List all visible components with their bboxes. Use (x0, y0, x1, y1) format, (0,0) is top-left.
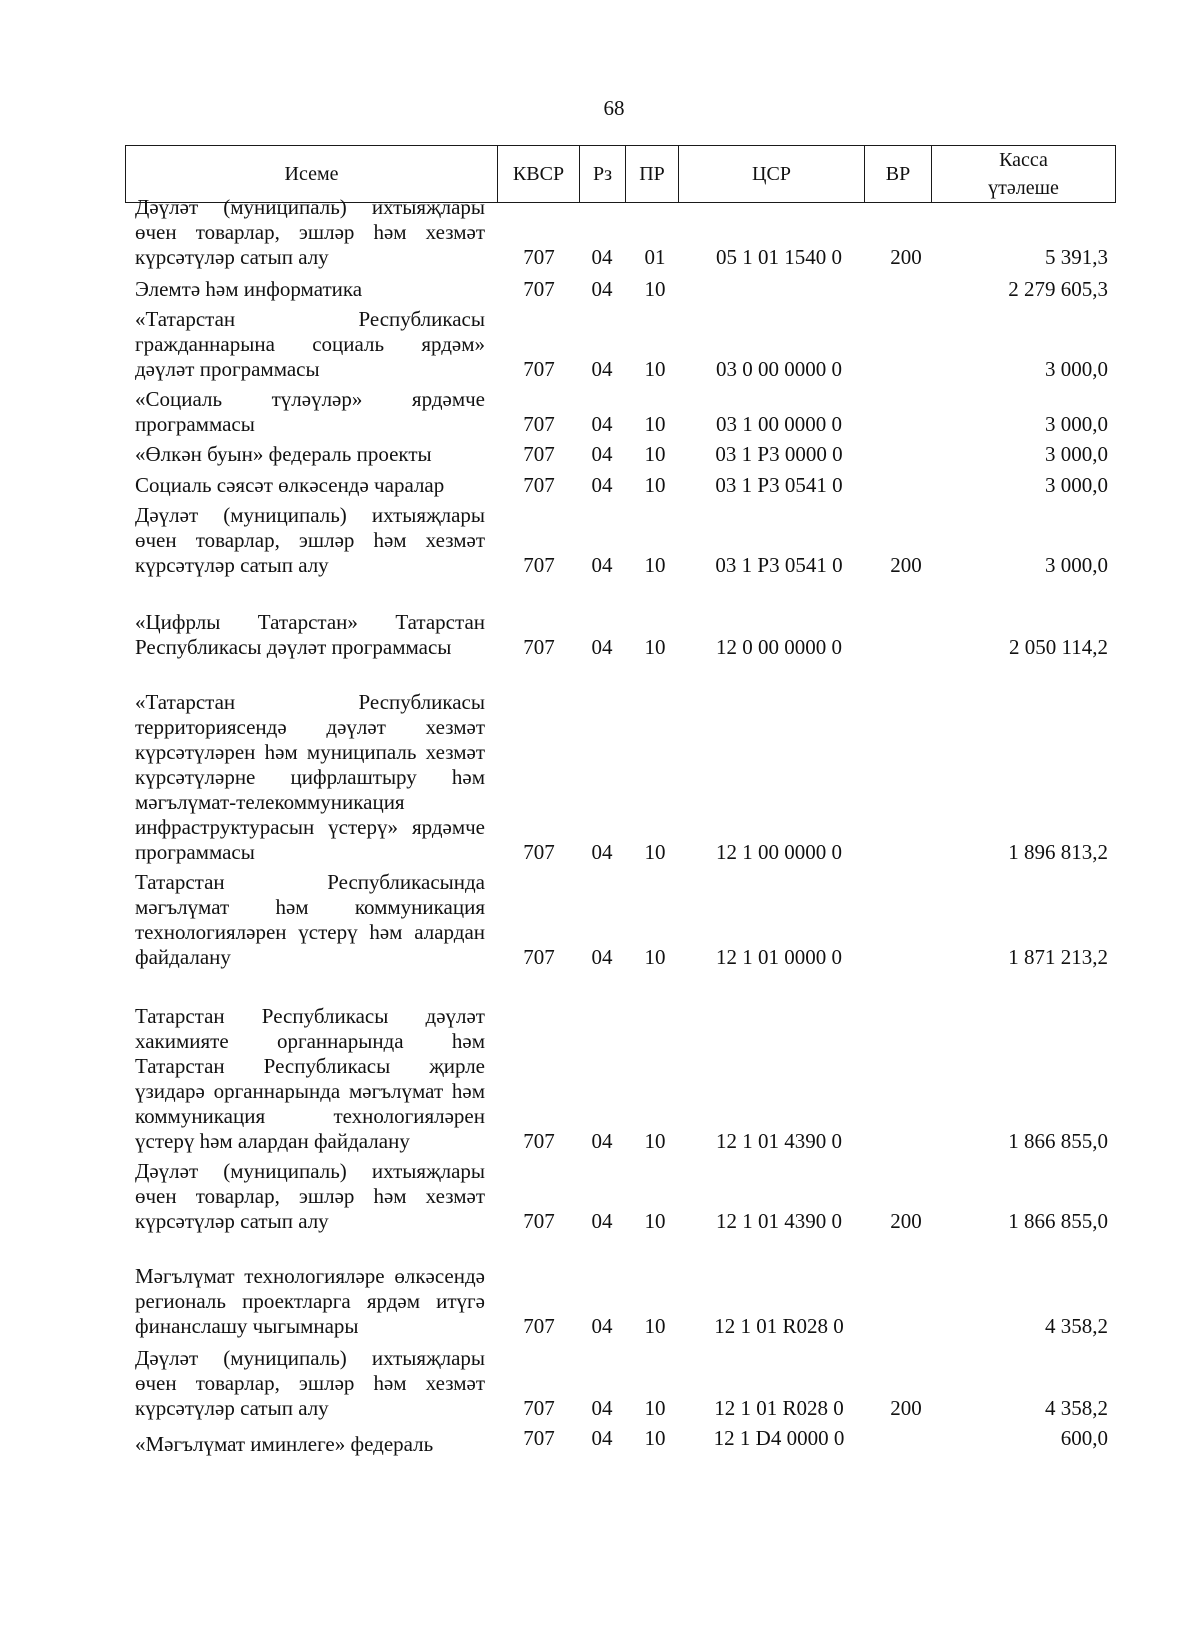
header-pr: ПР (626, 146, 679, 203)
row-kvsr: 707 (523, 412, 555, 436)
row-kvsr: 707 (523, 553, 555, 577)
row-name: Татарстан Республикасында мәгълүмат һәм коммуникация технологияләрен үстерү һәм алардан файдалану (135, 870, 485, 969)
row-csr: 12 0 00 0000 0 (716, 635, 842, 659)
row-amount: 4 358,2 (1045, 1314, 1108, 1338)
row-pr: 10 (644, 1396, 666, 1420)
row-rz: 04 (591, 1314, 613, 1338)
row-csr: 12 1 01 4390 0 (716, 1129, 842, 1153)
row-rz: 04 (591, 1209, 613, 1233)
row-rz: 04 (591, 245, 613, 269)
row-name: Социаль сәясәт өлкәсендә чаралар (135, 473, 445, 497)
row-amount: 3 000,0 (1045, 357, 1108, 381)
row-amount: 4 358,2 (1045, 1396, 1108, 1420)
row-rz: 04 (591, 442, 613, 466)
row-pr: 10 (644, 357, 666, 381)
row-kvsr: 707 (523, 277, 555, 301)
table-row (0, 868, 1200, 970)
row-rz: 04 (591, 1396, 613, 1420)
row-name: «Өлкән буын» федераль проекты (135, 442, 432, 466)
row-amount: 1 866 855,0 (1008, 1129, 1108, 1153)
row-pr: 10 (644, 412, 666, 436)
row-pr: 10 (644, 442, 666, 466)
page-number: 68 (603, 96, 625, 120)
row-amount: 2 050 114,2 (1009, 635, 1108, 659)
row-kvsr: 707 (523, 473, 555, 497)
row-pr: 10 (644, 553, 666, 577)
row-kvsr: 707 (523, 1209, 555, 1233)
table-row (0, 306, 1200, 382)
row-pr: 10 (644, 1129, 666, 1153)
row-rz: 04 (591, 553, 613, 577)
row-amount: 3 000,0 (1045, 473, 1108, 497)
row-kvsr: 707 (523, 1396, 555, 1420)
row-kvsr: 707 (523, 1314, 555, 1338)
row-vr: 200 (890, 245, 922, 269)
row-name: Мәгълүмат технологияләре өлкәсендә региональ проектларга ярдәм итүгә финанслашу чыгымнары (135, 1264, 485, 1338)
header-csr: ЦСР (679, 146, 865, 203)
row-amount: 3 000,0 (1045, 442, 1108, 466)
row-pr: 10 (644, 945, 666, 969)
row-pr: 01 (644, 245, 666, 269)
row-kvsr: 707 (523, 357, 555, 381)
row-amount: 1 896 813,2 (1008, 840, 1108, 864)
table-row (0, 1157, 1200, 1234)
row-csr: 03 1 Р3 0541 0 (715, 473, 843, 497)
row-kvsr: 707 (523, 635, 555, 659)
row-csr: 12 1 D4 0000 0 (713, 1426, 845, 1450)
header-name: Исеме (126, 146, 498, 203)
row-rz: 04 (591, 357, 613, 381)
table-row (0, 1425, 1200, 1455)
header-amount: Касса үтәлеше (932, 146, 1116, 203)
row-csr: 05 1 01 1540 0 (716, 245, 842, 269)
row-vr: 200 (890, 1209, 922, 1233)
row-name: Дәүләт (муниципаль) ихтыяҗлары өчен товарлар, эшләр һәм хезмәт күрсәтүләр сатып алу (135, 1346, 485, 1420)
row-vr: 200 (890, 553, 922, 577)
row-amount: 5 391,3 (1045, 245, 1108, 269)
row-csr: 12 1 00 0000 0 (716, 840, 842, 864)
row-csr: 12 1 01 4390 0 (716, 1209, 842, 1233)
row-rz: 04 (591, 840, 613, 864)
row-kvsr: 707 (523, 442, 555, 466)
table-row (0, 195, 1200, 270)
row-name: Дәүләт (муниципаль) ихтыяҗлары өчен товарлар, эшләр һәм хезмәт күрсәтүләр сатып алу (135, 1159, 485, 1233)
header-rz: Рз (580, 146, 626, 203)
row-csr: 03 1 Р3 0000 0 (715, 442, 843, 466)
row-pr: 10 (644, 1314, 666, 1338)
row-rz: 04 (591, 1426, 613, 1450)
row-rz: 04 (591, 1129, 613, 1153)
row-pr: 10 (644, 473, 666, 497)
row-amount: 3 000,0 (1045, 412, 1108, 436)
table-row (0, 440, 1200, 467)
row-pr: 10 (644, 635, 666, 659)
row-name: «Мәгълүмат иминлеге» федераль (135, 1432, 434, 1456)
row-csr: 03 1 Р3 0541 0 (715, 553, 843, 577)
row-csr: 03 1 00 0000 0 (716, 412, 842, 436)
row-rz: 04 (591, 473, 613, 497)
row-csr: 12 1 01 R028 0 (714, 1396, 844, 1420)
table-row (0, 470, 1200, 498)
header-kvsr: КВСР (498, 146, 580, 203)
table-row (0, 386, 1200, 437)
table-row (0, 1343, 1200, 1421)
row-amount: 3 000,0 (1045, 553, 1108, 577)
row-amount: 600,0 (1060, 1426, 1108, 1450)
row-vr: 200 (890, 1396, 922, 1420)
row-name: Дәүләт (муниципаль) ихтыяҗлары өчен товарлар, эшләр һәм хезмәт күрсәтүләр сатып алу (135, 503, 485, 577)
row-name: «Социаль түләүләр» ярдәмче программасы (135, 387, 485, 436)
row-amount: 1 866 855,0 (1008, 1209, 1108, 1233)
row-csr: 03 0 00 0000 0 (716, 357, 842, 381)
row-kvsr: 707 (523, 945, 555, 969)
row-rz: 04 (591, 635, 613, 659)
row-amount: 1 871 213,2 (1008, 945, 1108, 969)
row-rz: 04 (591, 945, 613, 969)
row-kvsr: 707 (523, 1426, 555, 1450)
table-row (0, 503, 1200, 578)
row-amount: 2 279 605,3 (1008, 277, 1108, 301)
table-row (0, 583, 1200, 660)
row-name: Татарстан Республикасы дәүләт хакимияте органнарында һәм Татарстан Республикасы җирле үзидарә органнарында мәгълүмат һәм коммуникация технологияләрен үстерү һәм алардан файдалану (135, 1004, 485, 1153)
row-csr: 12 1 01 R028 0 (714, 1314, 844, 1338)
table-row (0, 272, 1200, 302)
row-kvsr: 707 (523, 840, 555, 864)
row-name: «Цифрлы Татарстан» Татарстан Республикасы дәүләт программасы (135, 610, 485, 659)
row-name: «Татарстан Республикасы территориясендә дәүләт хезмәт күрсәтүләрен һәм муниципаль хезмәт күрсәтүләрне цифрлаштыру һәм мәгълүмат-телекоммуникация инфраструктурасын үстерү» ярдәмче программасы (135, 690, 485, 864)
table-row (0, 974, 1200, 1154)
row-rz: 04 (591, 277, 613, 301)
row-pr: 10 (644, 840, 666, 864)
row-rz: 04 (591, 412, 613, 436)
row-name: Дәүләт (муниципаль) ихтыяҗлары өчен товарлар, эшләр һәм хезмәт күрсәтүләр сатып алу (135, 195, 485, 269)
table-row (0, 663, 1200, 865)
row-csr: 12 1 01 0000 0 (716, 945, 842, 969)
row-name: «Татарстан Республикасы гражданнарына социаль ярдәм» дәүләт программасы (135, 307, 485, 381)
row-name: Элемтә һәм информатика (135, 277, 363, 301)
row-pr: 10 (644, 1426, 666, 1450)
row-kvsr: 707 (523, 1129, 555, 1153)
header-vr: ВР (865, 146, 932, 203)
row-pr: 10 (644, 277, 666, 301)
table-row (0, 1237, 1200, 1339)
row-pr: 10 (644, 1209, 666, 1233)
row-kvsr: 707 (523, 245, 555, 269)
